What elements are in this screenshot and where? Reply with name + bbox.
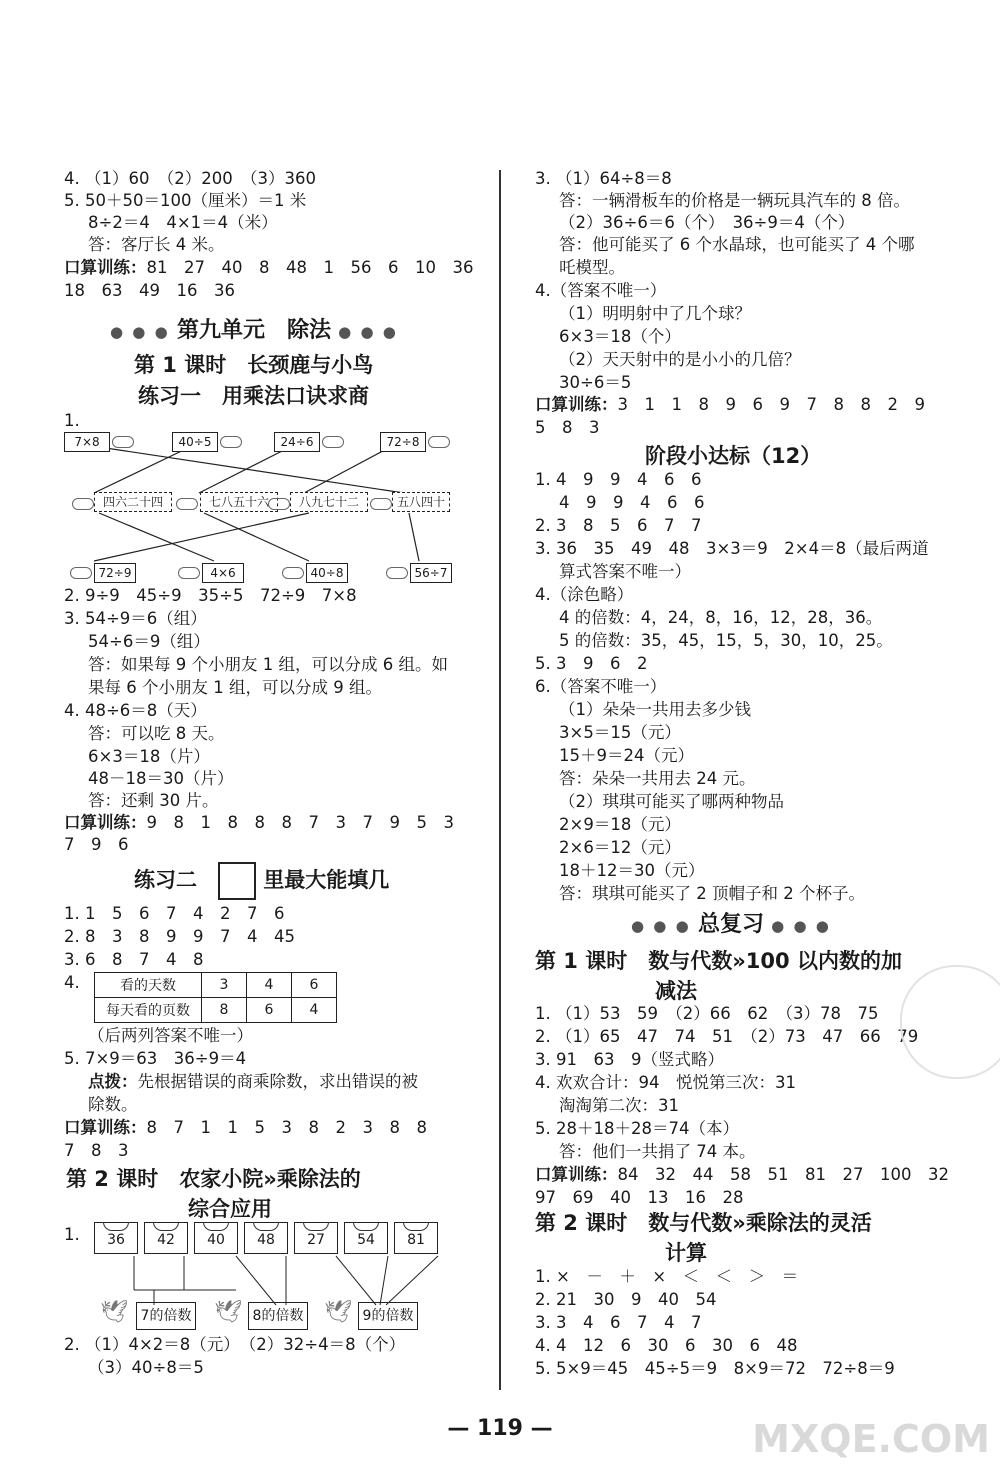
answer-line: 5. 7×9＝63 36÷9＝4: [64, 1049, 247, 1068]
answer-line: （1）明明射中了几个球？: [559, 304, 751, 323]
answer-line: 5 8 3: [535, 418, 600, 437]
lesson-title: 减法: [655, 979, 697, 1003]
answer-line: 3. 36 35 49 48 3×3＝9 2×4＝8（最后两道: [535, 539, 929, 558]
answer-line: （3）40÷8＝5: [88, 1358, 204, 1377]
rhyme-box: 八九七十二: [290, 492, 368, 512]
review-title: [631, 907, 831, 938]
cloud-icon: [282, 567, 304, 579]
answer-line: 4.（涂色略）: [535, 585, 634, 604]
table-row: [95, 998, 337, 1023]
answer-line: 3. 54÷9＝6（组）: [64, 609, 207, 628]
answer-line: （后两列答案不唯一）: [88, 1026, 253, 1045]
expr-box: 56÷7: [410, 563, 452, 583]
bird-icon: 🕊: [214, 1300, 242, 1325]
answer-line: 吒模型。: [559, 258, 625, 277]
cloud-icon: [178, 567, 200, 579]
answer-line: 3. （1）64÷8＝8: [535, 169, 672, 188]
exercise-title-a: 练习二: [134, 868, 197, 892]
table-cell: 6: [292, 973, 337, 998]
envelope-card: 27: [294, 1222, 338, 1254]
answer-line: 5. 50＋50＝100（厘米）＝1 米: [64, 191, 307, 210]
cloud-icon: [268, 498, 290, 510]
table-row: [95, 973, 337, 998]
hint-text: 先根据错误的商乘除数，求出错误的被: [137, 1072, 418, 1091]
oral-training: [535, 1164, 949, 1186]
answer-line: 3. 3 4 6 7 4 7: [535, 1313, 702, 1332]
multiple-box: 9的倍数: [358, 1302, 418, 1330]
answer-line: 2. 8 3 8 9 9 7 4 45: [64, 927, 295, 946]
answer-line: 2×6＝12（元）: [559, 838, 681, 857]
hint-line: [88, 1071, 418, 1093]
lesson-title: 综合应用: [188, 1197, 272, 1221]
review-title-text: 总复习: [697, 912, 764, 937]
answer-line: 18＋12＝30（元）: [559, 861, 705, 880]
cloud-icon: [220, 436, 242, 448]
dots-decoration: ● ● ●: [763, 917, 831, 935]
envelope-card: 81: [394, 1222, 438, 1254]
oral-training-label: 口算训练：: [64, 813, 147, 832]
answer-line: 3. 91 63 9（竖式略）: [535, 1050, 724, 1069]
answer-line: 2. （1）4×2＝8（元） （2）32÷4＝8（个）: [64, 1335, 406, 1354]
answer-line: 97 69 40 13 16 28: [535, 1188, 744, 1207]
lesson-title: 第 2 课时 农家小院»乘除法的: [66, 1167, 361, 1191]
answer-line: 5. 3 9 6 2: [535, 654, 648, 673]
bird-icon: 🕊: [324, 1300, 352, 1325]
answer-line: 4. 4 12 6 30 6 30 6 48: [535, 1336, 798, 1355]
expr-box: 7×8: [64, 432, 110, 452]
site-watermark: MXQE.COM: [752, 1417, 990, 1461]
pages-table: [94, 972, 337, 1023]
answer-line: （1）朵朵一共用去多少钱: [559, 700, 751, 719]
hint-label: 点拨：: [88, 1072, 138, 1091]
table-cell: 3: [202, 973, 247, 998]
oral-training-values: 84 32 44 58 51 81 27 100 32: [617, 1165, 949, 1184]
answer-line: 答：他们一共捐了 74 本。: [559, 1142, 756, 1161]
answer-line: 2×9＝18（元）: [559, 815, 681, 834]
rhyme-box: 五八四十: [392, 492, 450, 512]
oral-training-values: 9 8 1 8 8 8 7 3 7 9 5 3: [146, 813, 454, 832]
exercise-title: [134, 862, 389, 900]
table-cell: 4: [247, 973, 292, 998]
answer-line: 54÷6＝9（组）: [88, 632, 210, 651]
answer-line: 18 63 49 16 36: [64, 281, 235, 300]
answer-line: 1. 1 5 6 7 4 2 7 6: [64, 904, 285, 923]
table-cell: 4: [292, 998, 337, 1023]
oral-training-values: 8 7 1 1 5 3 8 2 3 8 8: [146, 1118, 427, 1137]
blank-square: [218, 862, 256, 900]
cloud-icon: [112, 436, 134, 448]
answer-line: 7 9 6: [64, 835, 129, 854]
answer-line: 3. 6 8 7 4 8: [64, 950, 204, 969]
expr-box: 40÷8: [306, 563, 348, 583]
dots-decoration: ● ● ●: [110, 323, 177, 341]
answer-line: 2. 9÷9 45÷9 35÷5 72÷9 7×8: [64, 586, 357, 605]
expr-box: 40÷5: [172, 432, 218, 452]
answer-line: 5. 28＋18＋28＝74（本）: [535, 1119, 739, 1138]
envelope-card: 36: [94, 1222, 138, 1254]
lesson-title: 第 1 课时 数与代数»100 以内数的加: [535, 949, 902, 973]
multiple-box: 8的倍数: [248, 1302, 308, 1330]
exercise-title: 练习一 用乘法口诀求商: [138, 384, 369, 408]
answer-line: 5 的倍数：35，45，15，5，30，10，25。: [559, 631, 893, 650]
envelope-card: 48: [244, 1222, 288, 1254]
cloud-icon: [70, 567, 92, 579]
envelope-card: 54: [344, 1222, 388, 1254]
answer-line: 4. 48÷6＝8（天）: [64, 701, 207, 720]
rhyme-box: 四六二十四: [94, 492, 172, 512]
cloud-icon: [72, 498, 94, 510]
answer-line: 答：朵朵一共用去 24 元。: [559, 769, 756, 788]
envelope-card: 40: [194, 1222, 238, 1254]
answer-line: 4. （1）60 （2）200 （3）360: [64, 169, 316, 188]
oral-training-values: 3 1 1 8 9 6 9 7 8 8 2 9: [617, 395, 925, 414]
expr-box: 24÷6: [274, 432, 320, 452]
table-cell: 8: [202, 998, 247, 1023]
answer-line: 答：一辆滑板车的价格是一辆玩具汽车的 8 倍。: [559, 191, 910, 210]
cloud-icon: [428, 436, 450, 448]
stage-title: 阶段小达标（12）: [645, 444, 822, 468]
answer-line: 答：他可能买了 6 个水晶球，也可能买了 4 个哪: [559, 235, 915, 254]
oral-training-label: 口算训练：: [535, 1165, 618, 1184]
answer-line: 30÷6＝5: [559, 373, 632, 392]
cloud-icon: [322, 436, 344, 448]
answer-line: 3×5＝15（元）: [559, 723, 681, 742]
answer-line: （2）天天射中的是小小的几倍？: [559, 350, 801, 369]
answer-line: 答：如果每 9 个小朋友 1 组，可以分成 6 组。如: [88, 655, 448, 674]
answer-line: 1. 4 9 9 4 6 6: [535, 470, 702, 489]
dots-decoration: ● ● ●: [631, 917, 698, 935]
oral-training-label: 口算训练：: [64, 258, 147, 277]
answer-line: 果每 6 个小朋友 1 组，可以分成 9 组。: [88, 678, 382, 697]
answer-line: 6×3＝18（个）: [559, 327, 681, 346]
answer-line: 算式答案不唯一）: [559, 562, 691, 581]
answer-line: 48－18＝30（片）: [88, 769, 234, 788]
expr-box: 72÷9: [94, 563, 136, 583]
oral-training: [535, 394, 925, 416]
answer-line: 5. 5×9＝45 45÷5＝9 8×9＝72 72÷8＝9: [535, 1359, 895, 1378]
oral-training: [64, 257, 473, 279]
cloud-icon: [370, 498, 392, 510]
page-number: — 119 —: [447, 1416, 553, 1441]
answer-line: 4 9 9 4 6 6: [559, 493, 705, 512]
unit-title-text: 第九单元 除法: [176, 318, 331, 343]
answer-line: 答：可以吃 8 天。: [88, 724, 225, 743]
bird-icon: 🕊: [100, 1300, 128, 1325]
oral-training-values: 81 27 40 8 48 1 56 6 10 36: [146, 258, 474, 277]
table-cell: 每天看的页数: [95, 998, 202, 1023]
answer-line: 1. （1）53 59 （2）66 62 （3）78 75: [535, 1004, 879, 1023]
answer-line: 2. 21 30 9 40 54: [535, 1290, 717, 1309]
column-divider: [499, 170, 501, 1390]
answer-line: 6.（答案不唯一）: [535, 677, 667, 696]
table-cell: 6: [247, 998, 292, 1023]
answer-line: 2. 3 8 5 6 7 7: [535, 516, 702, 535]
multiple-box: 7的倍数: [136, 1302, 196, 1330]
question-number: 4.: [64, 973, 80, 992]
oral-training: [64, 1117, 427, 1139]
oral-training-label: 口算训练：: [64, 1118, 147, 1137]
answer-line: 答：还剩 30 片。: [88, 791, 219, 810]
answer-line: 4.（答案不唯一）: [535, 281, 667, 300]
answer-line: 7 8 3: [64, 1141, 129, 1160]
answer-line: 答：客厅长 4 米。: [88, 235, 225, 254]
answer-line: 4. 欢欢合计：94 悦悦第三次：31: [535, 1073, 796, 1092]
answer-line: 6×3＝18（片）: [88, 747, 210, 766]
lesson-title: 计算: [665, 1241, 707, 1265]
answer-line: 4 的倍数：4，24，8，16，12，28，36。: [559, 608, 883, 627]
answer-line: 除数。: [88, 1095, 138, 1114]
question-number: 1.: [64, 411, 80, 430]
answer-line: 8÷2＝4 4×1＝4（米）: [88, 213, 278, 232]
unit-title: [110, 313, 398, 344]
answer-line: （2）琪琪可能买了哪两种物品: [559, 792, 784, 811]
rhyme-box: 七八五十六: [200, 492, 278, 512]
answer-line: 15＋9＝24（元）: [559, 746, 694, 765]
oral-training: [64, 812, 454, 834]
dots-decoration: ● ● ●: [330, 323, 398, 341]
expr-box: 72÷8: [380, 432, 426, 452]
answer-line: （2）36÷6＝6（个） 36÷9＝4（个）: [559, 213, 855, 232]
mascot-watermark-icon: [900, 965, 1000, 1079]
lesson-title: 第 1 课时 长颈鹿与小鸟: [134, 353, 374, 377]
envelope-card: 42: [144, 1222, 188, 1254]
lesson-title: 第 2 课时 数与代数»乘除法的灵活: [535, 1211, 872, 1235]
question-number: 1.: [64, 1225, 80, 1244]
answer-line: 淘淘第二次：31: [559, 1096, 679, 1115]
table-cell: 看的天数: [95, 973, 202, 998]
cloud-icon: [386, 567, 408, 579]
expr-box: 4×6: [202, 563, 244, 583]
oral-training-label: 口算训练：: [535, 395, 618, 414]
exercise-title-b: 里最大能填几: [263, 868, 390, 892]
answer-line: 1. × － ＋ × ＜ ＜ ＞ ＝: [535, 1267, 799, 1286]
answer-line: 2. （1）65 47 74 51 （2）73 47 66 79: [535, 1027, 919, 1046]
cloud-icon: [176, 498, 198, 510]
answer-line: 答：琪琪可能买了 2 顶帽子和 2 个杯子。: [559, 884, 865, 903]
